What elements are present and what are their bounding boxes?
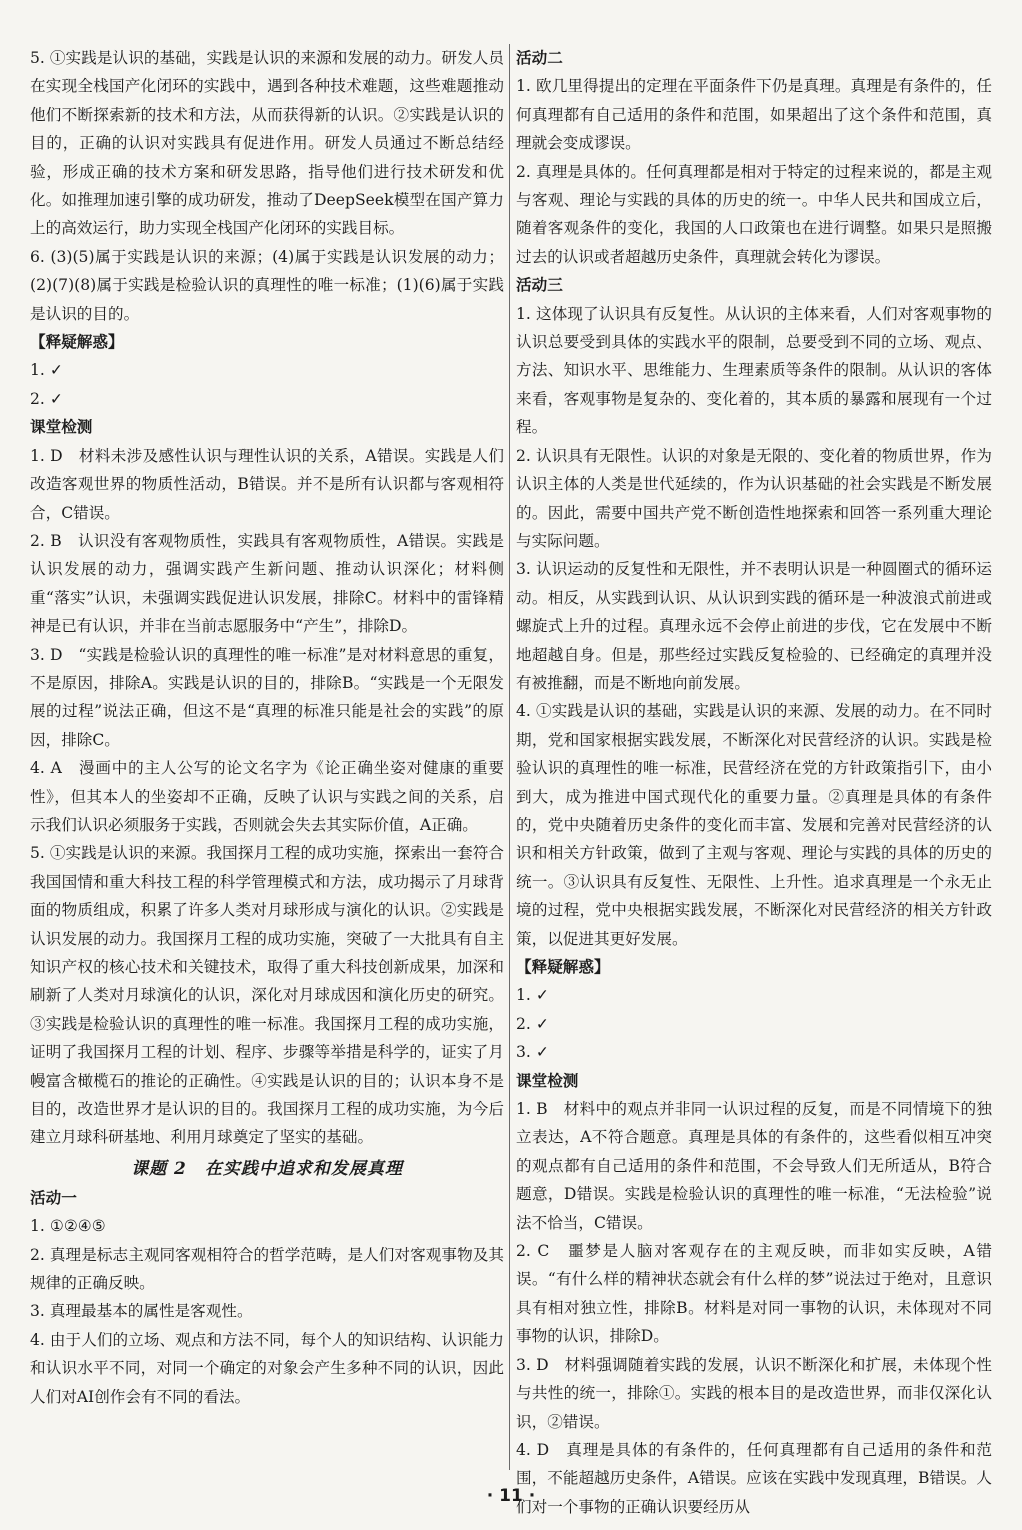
shiyi2-item-3: 3. ✓	[516, 1043, 549, 1062]
activity3-answer-3: 3. 认识运动的反复性和无限性，并不表明认识是一种圆圈式的循环运动。相反，从实践到认识、从认识到实践的循环是一种波浪式前进或螺旋式上升的过程。真理永远不会停止前进的步伐，它在发展中不断地超越自身。但是，那些经过实践反复检验的、已经确定的真理并没有被推翻，而是不断地向前发展。	[516, 560, 992, 692]
left-column	[30, 44, 504, 1411]
shiyi-item-2: 2. ✓	[30, 389, 63, 408]
activity1-answer-2: 2. 真理是标志主观同客观相符合的哲学范畴，是人们对客观事物及其规律的正确反映。	[30, 1245, 504, 1293]
page-number: · 11 ·	[486, 1486, 536, 1506]
ketang2-answer-1: 1. B 材料中的观点并非同一认识过程的反复，而是不同情境下的独立表达，A不符合题意。真理是具体的有条件的，这些看似相互冲突的观点都有自己适用的条件和范围，不会导致人们无所适从，B符合题意，D错误。实践是检验认识的真理性的唯一标准，“无法检验”说法不恰当，C错误。	[516, 1100, 992, 1232]
section-heading-activity-3: 活动三	[516, 276, 563, 295]
activity3-answer-2: 2. 认识具有无限性。认识的对象是无限的、变化着的物质世界，作为认识主体的人类是世代延续的，作为认识基础的社会实践是不断发展的。因此，需要中国共产党不断创造性地探索和回答一系列重大理论与实际问题。	[516, 446, 992, 550]
section-heading-shiyi-2: 【释疑解惑】	[516, 958, 610, 976]
activity3-answer-1: 1. 这体现了认识具有反复性。从认识的主体来看，人们对客观事物的认识总要受到具体的实践水平的限制，总要受到不同的立场、观点、方法、知识水平、思维能力、生理素质等条件的限制。从认识的客体来看，客观事物是复杂的、变化着的，其本质的暴露和展现有一个过程。	[516, 304, 992, 437]
lesson-title: 课题 2 在实践中追求和发展真理	[131, 1158, 403, 1179]
section-heading-shiyi: 【释疑解惑】	[30, 333, 124, 352]
activity2-answer-1: 1. 欧几里得提出的定理在平面条件下仍是真理。真理是有条件的，任何真理都有自己适用的条件和范围，如果超出了这个条件和范围，真理就会变成谬误。	[516, 77, 992, 153]
section-heading-ketang: 课堂检测	[30, 418, 93, 437]
ketang2-answer-2: 2. C 噩梦是人脑对客观存在的主观反映，而非如实反映，A错误。“有什么样的精神状态就会有什么样的梦”说法过于绝对，且意识具有相对独立性，排除B。材料是对同一事物的认识，未体现对不同事物的认识，排除D。	[516, 1242, 992, 1346]
ketang2-answer-4: 4. D 真理是具体的有条件的，任何真理都有自己适用的条件和范围，不能超越历史条件，A错误。应该在实践中发现真理，B错误。人们对一个事物的正确认识要经历从	[516, 1440, 992, 1516]
activity2-answer-2: 2. 真理是具体的。任何真理都是相对于特定的过程来说的，都是主观与客观、理论与实践的具体的历史的统一。中华人民共和国成立后，随着客观条件的变化，我国的人口政策也在进行调整。如果只是照搬过去的认识或者超越历史条件，真理就会转化为谬误。	[516, 162, 992, 266]
ketang2-answer-3: 3. D 材料强调随着实践的发展，认识不断深化和扩展，未体现个性与共性的统一，排除①。实践的根本目的是改造世界，而非仅深化认识，②错误。	[516, 1355, 992, 1431]
ketang-answer-5: 5. ①实践是认识的来源。我国探月工程的成功实施，探索出一套符合我国国情和重大科技工程的科学管理模式和方法，成功揭示了月球背面的物质组成，积累了许多人类对月球形成与演化的认识。②实践是认识发展的动力。我国探月工程的成功实施，突破了一大批具有自主知识产权的核心技术和关键技术，取得了重大科技创新成果，加深和刷新了人类对月球演化的认识，深化对月球成因和演化历史的研究。③实践是检验认识的真理性的唯一标准。我国探月工程的成功实施，证明了我国探月工程的计划、程序、步骤等举措是科学的，证实了月幔富含橄榄石的推论的正确性。④实践是认识的目的；认识本身不是目的，改造世界才是认识的目的。我国探月工程的成功实施，为今后建立月球科研基地、利用月球奠定了坚实的基础。	[30, 844, 504, 1147]
column-divider	[509, 44, 510, 1470]
ketang-answer-1: 1. D 材料未涉及感性认识与理性认识的关系，A错误。实践是人们改造客观世界的物质性活动，B错误。并不是所有认识都与客观相符合，C错误。	[30, 446, 504, 522]
shiyi-item-1: 1. ✓	[30, 361, 63, 380]
ketang-answer-2: 2. B 认识没有客观物质性，实践具有客观物质性，A错误。实践是认识发展的动力，强调实践产生新问题、推动认识深化；材料侧重“落实”认识，未强调实践促进认识发展，排除C。材料中的雷锋精神是已有认识，并非在当前志愿服务中“产生”，排除D。	[30, 531, 504, 636]
ketang-answer-3: 3. D “实践是检验认识的真理性的唯一标准”是对材料意思的重复，不是原因，排除A。实践是认识的目的，排除B。“实践是一个无限发展的过程”说法正确，但这不是“真理的标准只能是社会的实践”的原因，排除C。	[30, 645, 504, 749]
answer-6-classification: 6. (3)(5)属于实践是认识的来源；(4)属于实践是认识发展的动力；(2)(7)(8)属于实践是检验认识的真理性的唯一标准；(1)(6)属于实践是认识的目的。	[30, 247, 504, 323]
right-column	[516, 44, 992, 1521]
activity3-answer-4: 4. ①实践是认识的基础，实践是认识的来源、发展的动力。在不同时期，党和国家根据实践发展，不断深化对民营经济的认识。实践是检验认识的真理性的唯一标准，民营经济在党的方针政策指引下，由小到大，成为推进中国式现代化的重要力量。②真理是具体的有条件的，党中央随着历史条件的变化而丰富、发展和完善对民营经济的认识和相关方针政策，做到了主观与客观、理论与实践的具体的历史的统一。③认识具有反复性、无限性、上升性。追求真理是一个永无止境的过程，党中央根据实践发展，不断深化对民营经济的相关方针政策，以促进其更好发展。	[516, 702, 992, 948]
ketang-answer-4: 4. A 漫画中的主人公写的论文名字为《论正确坐姿对健康的重要性》，但其本人的坐姿却不正确，反映了认识与实践之间的关系，启示我们认识必须服务于实践，否则就会失去其实际价值，A正确。	[30, 759, 504, 834]
shiyi2-item-1: 1. ✓	[516, 986, 549, 1005]
section-heading-activity-2: 活动二	[516, 49, 563, 67]
section-heading-ketang-2: 课堂检测	[516, 1071, 579, 1090]
section-heading-activity-1: 活动一	[30, 1188, 77, 1207]
activity1-answer-1: 1. ①②④⑤	[30, 1217, 106, 1236]
activity1-answer-3: 3. 真理最基本的属性是客观性。	[30, 1302, 253, 1321]
shiyi2-item-2: 2. ✓	[516, 1014, 549, 1033]
answer-5-practice: 5. ①实践是认识的基础，实践是认识的来源和发展的动力。研发人员在实现全栈国产化闭环的实践中，遇到各种技术难题，这些难题推动他们不断探索新的技术和方法，从而获得新的认识。②实践是认识的目的，正确的认识对实践具有促进作用。研发人员通过不断总结经验，形成正确的技术方案和研发思路，指导他们进行技术研发和优化。如推理加速引擎的成功研发，推动了DeepSeek模型在国产算力上的高效运行，助力实现全栈国产化闭环的实践目标。	[30, 49, 504, 238]
activity1-answer-4: 4. 由于人们的立场、观点和方法不同，每个人的知识结构、认识能力和认识水平不同，对同一个确定的对象会产生多种不同的认识，因此人们对AI创作会有不同的看法。	[30, 1330, 504, 1406]
